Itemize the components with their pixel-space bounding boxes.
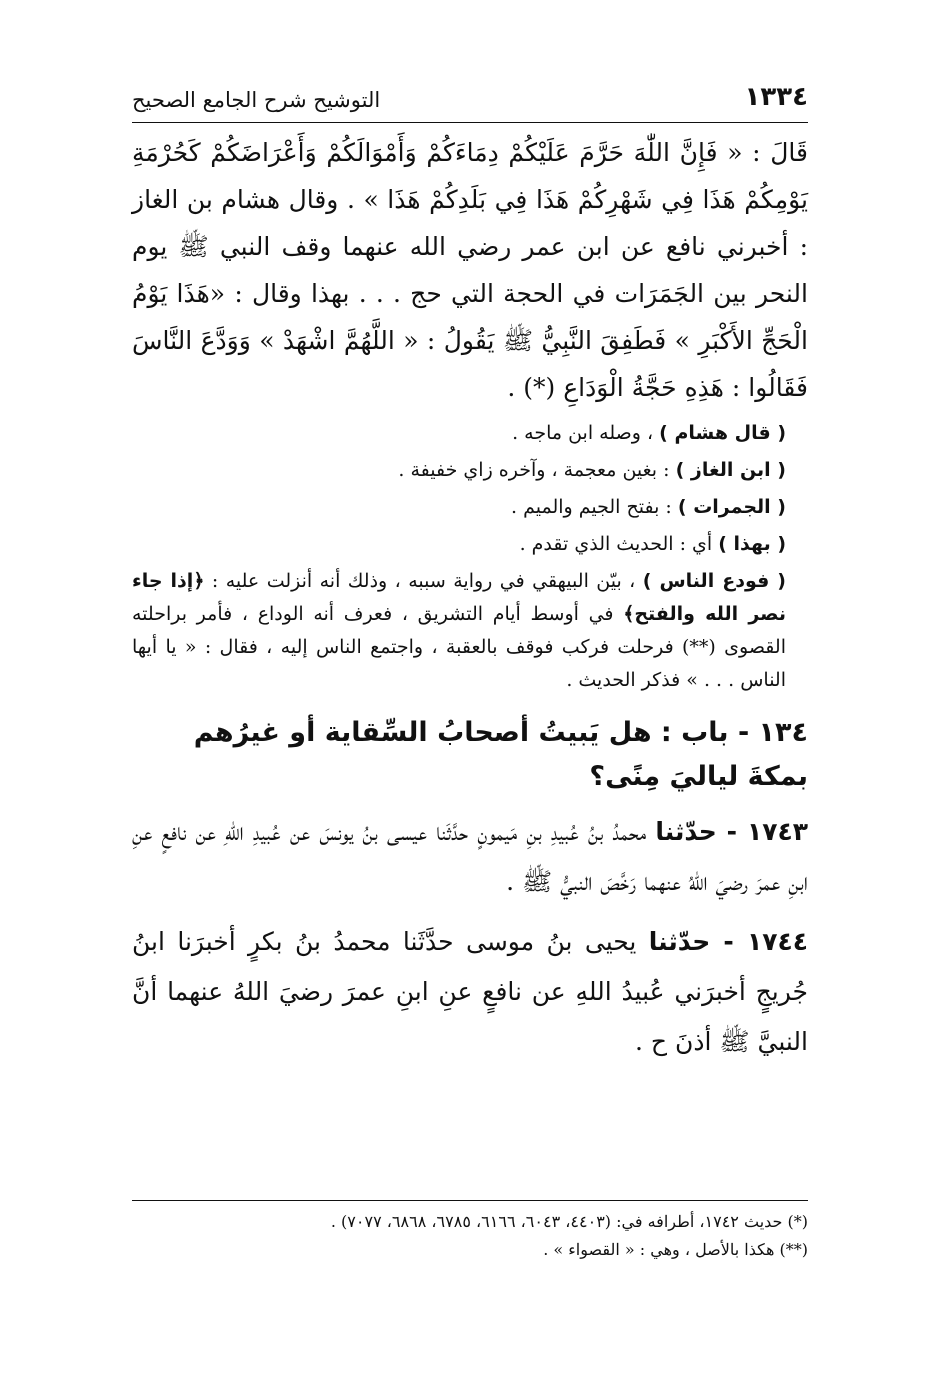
commentary-item-long (132, 565, 808, 697)
chapter-heading: ١٣٤ - باب : هل يَبيتُ أصحابُ السِّقاية أو غيرُهم بمكةَ لياليَ مِنًى؟ (193, 717, 808, 792)
hadith-text: محمدُ بنُ عُبيدِ بنِ مَيمونٍ حدَّثَنا عيسى بنُ يونسَ عن عُبيدِ اللهِ عن نافعٍ عنِ ابنِ عمرَ رضيَ اللهُ عنهما رَخَّصَ النبيُّ ﷺ . (132, 817, 808, 896)
hadith-text: يحيى بنُ موسى حدَّثَنا محمدُ بنُ بكرٍ أخبرَنا ابنُ جُريجٍ أخبرَني عُبيدُ اللهِ عن نافعٍ عنِ ابنِ عمرَ رضيَ اللهُ عنهما أنَّ النبيَّ ﷺ أذنَ ح . (132, 927, 808, 1056)
main-text-block (132, 129, 808, 411)
footnote: (*) حديث ١٧٤٢، أطرافه في: (٤٤٠٣، ٦٠٤٣، ٦١٦٦، ٦٧٨٥، ٦٨٦٨، ٧٠٧٧) . (330, 1212, 808, 1231)
hadith-entry (132, 917, 808, 1067)
page-number: ١٣٣٤ (744, 82, 808, 112)
commentary-item (132, 528, 808, 561)
hadith-number: ١٧٤٣ - حدّثنا (655, 817, 808, 846)
quran-quote: ﴿إذا جاء نصر الله والفتح﴾ (132, 570, 787, 625)
commentary-text: : بفتح الجيم والميم . (511, 496, 672, 518)
running-title: التوشيح شرح الجامع الصحيح (132, 88, 381, 112)
commentary-term: ( قال هشام ) (659, 422, 786, 444)
commentary-text: ، وصله ابن ماجه . (512, 422, 654, 444)
document-page (132, 80, 808, 1300)
commentary-term: ( فودع الناس ) (642, 570, 786, 592)
commentary-item (132, 454, 808, 487)
main-text-paragraph: قَالَ : « فَإِنَّ اللّٰهَ حَرَّمَ عَلَيْكُمْ دِمَاءَكُمْ وَأَمْوَالَكُمْ وَأَعْرَاضَكُمْ كَحُرْمَةِ يَوْمِكُمْ هَذَا فِي شَهْرِكُمْ هَذَا فِي بَلَدِكُمْ هَذَا » . وقال هشام بن الغاز : أخبرني نافع عن ابن عمر رضي الله عنهما وقف النبي ﷺ يوم النحر بين الجَمَرَات في الحجة التي حج . . . بهذا وقال : «هَذَا يَوْمُ الْحَجِّ الأَكْبَرِ » فَطَفِقَ النَّبِيُّ ﷺ يَقُولُ : « اللَّهُمَّ اشْهَدْ » وَوَدَّعَ النَّاسَ فَقَالُوا : هَذِهِ حَجَّةُ الْوَدَاعِ (*) . (132, 138, 808, 402)
commentary-text: ، بيّن البيهقي في رواية سببه ، وذلك أنه أنزلت عليه : (211, 570, 636, 592)
commentary-term: ( ابن الغاز ) (675, 459, 786, 481)
footnote: (**) هكذا بالأصل ، وهي : « القصواء » . (543, 1240, 808, 1259)
commentary-term: ( الجمرات ) (677, 496, 786, 518)
footnote-divider (132, 1200, 808, 1201)
commentary-item (132, 417, 808, 450)
hadith-entry (132, 807, 808, 907)
commentary-block (132, 417, 808, 697)
commentary-text: : بغين معجمة ، وآخره زاي خفيفة . (398, 459, 670, 481)
footnotes (132, 1208, 808, 1264)
page-header (132, 80, 808, 123)
commentary-text: في أوسط أيام التشريق ، فعرف أنه الوداع ، فأمر براحلته القصوى (**) فرحلت فركب فوقف بالعقبة ، واجتمع الناس إليه ، فقال : « يا أيها الناس . . . » فذكر الحديث . (132, 603, 786, 691)
commentary-text: أي : الحديث الذي تقدم . (519, 533, 713, 555)
hadith-number: ١٧٤٤ - حدّثنا (648, 927, 808, 956)
commentary-item (132, 491, 808, 524)
commentary-term: ( بهذا ) (718, 533, 786, 555)
